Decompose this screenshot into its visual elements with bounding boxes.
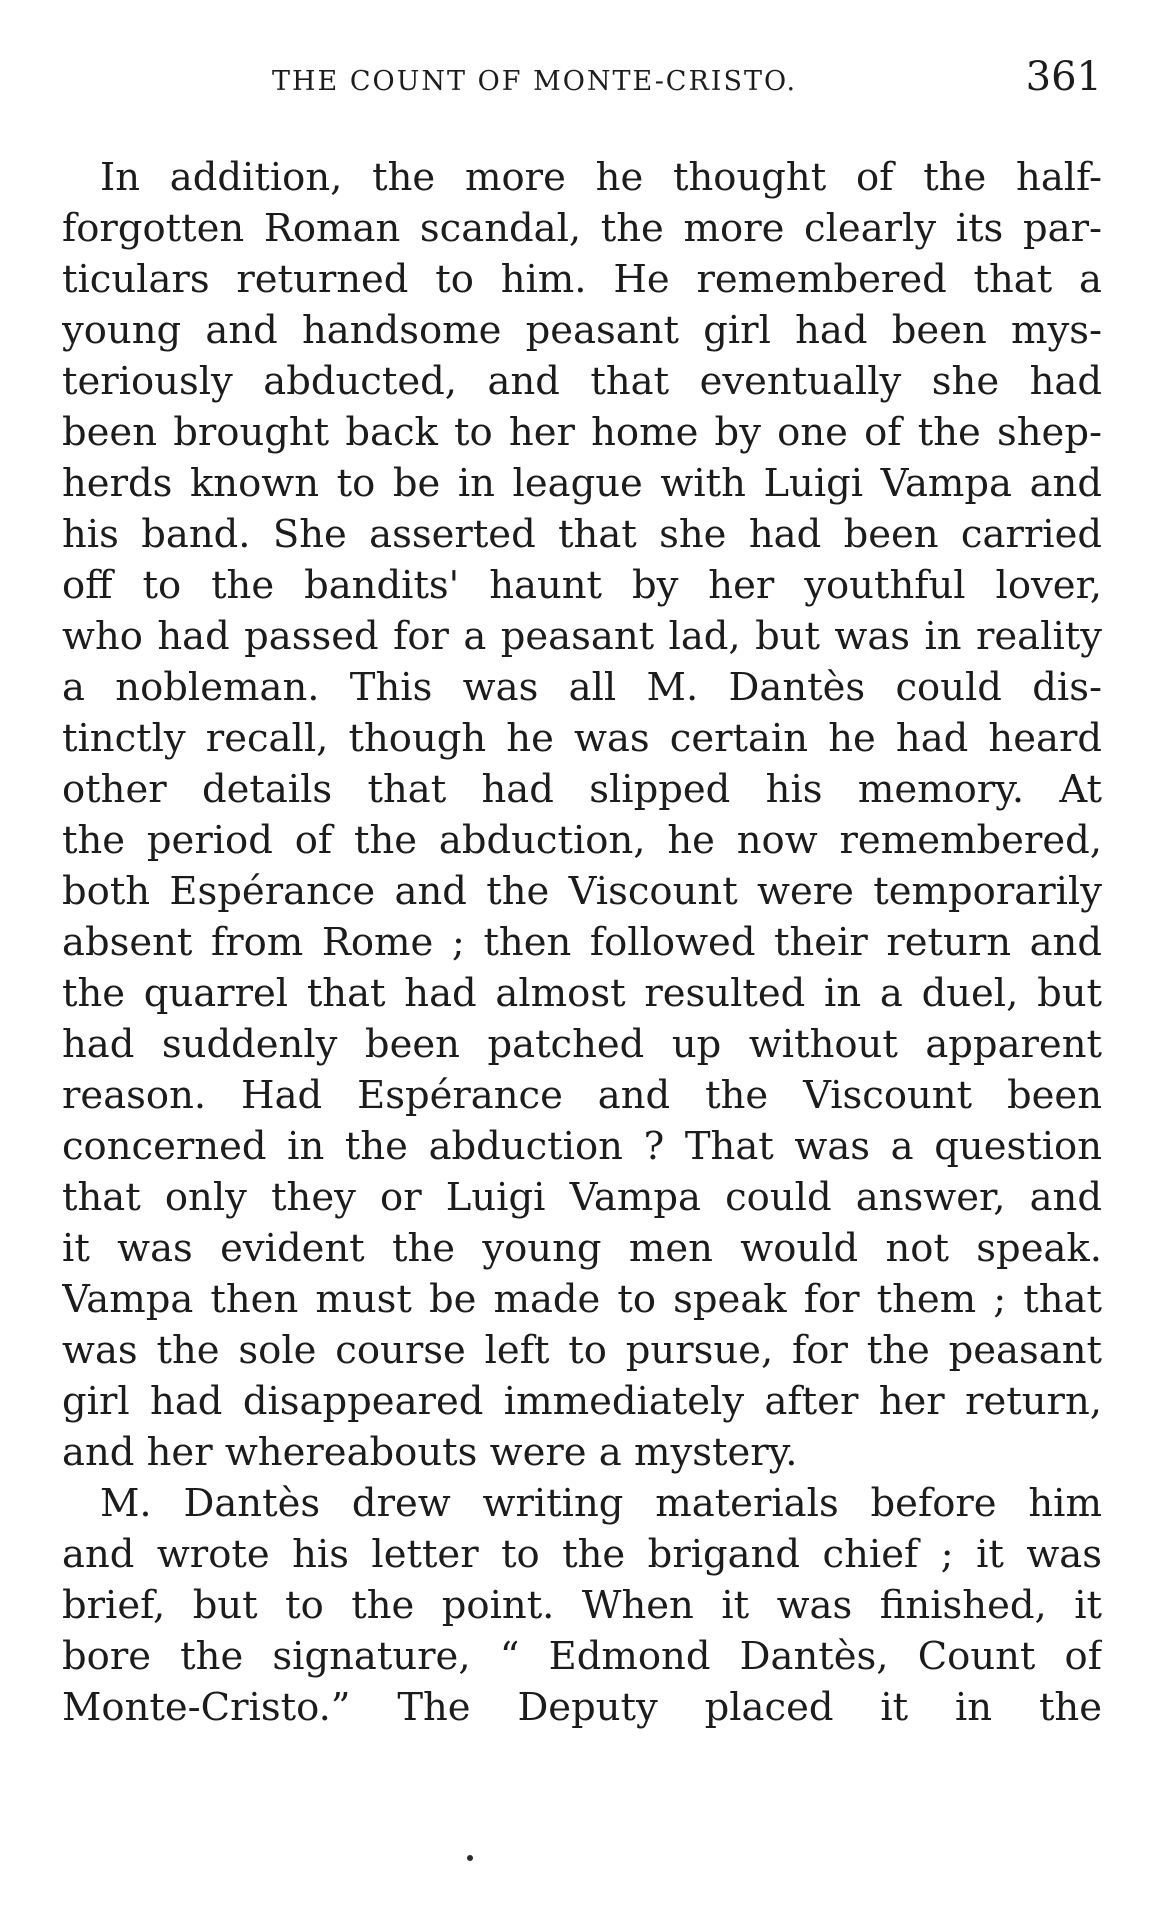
paragraph-1 <box>62 152 1102 1478</box>
page-number: 361 <box>1025 54 1102 100</box>
text-line: concerned in the abduction ? That was a question <box>62 1124 1102 1169</box>
text-line: a nobleman. This was all M. Dantès could dis- <box>62 665 1102 710</box>
text-line: tinctly recall, though he was certain he had heard <box>62 716 1102 761</box>
text-line: other details that had slipped his memory. At <box>62 767 1102 812</box>
text-line: that only they or Luigi Vampa could answer, and <box>62 1175 1102 1220</box>
text-line: reason. Had Espérance and the Viscount been <box>62 1073 1102 1118</box>
text-line: In addition, the more he thought of the half- <box>100 155 1102 200</box>
paragraph-2 <box>62 1478 1102 1733</box>
text-line: young and handsome peasant girl had been mys- <box>62 308 1102 353</box>
text-line: Vampa then must be made to speak for them ; that <box>62 1277 1102 1322</box>
text-line: and wrote his letter to the brigand chief ; it was <box>62 1532 1102 1577</box>
text-line: Monte-Cristo.” The Deputy placed it in the <box>62 1685 1102 1730</box>
text-line: both Espérance and the Viscount were temporarily <box>62 869 1102 914</box>
running-title: THE COUNT OF MONTE-CRISTO. <box>272 66 798 97</box>
text-line: forgotten Roman scandal, the more clearly its par- <box>62 206 1102 251</box>
text-line: was the sole course left to pursue, for the peasant <box>62 1328 1102 1373</box>
text-line: had suddenly been patched up without apparent <box>62 1022 1102 1067</box>
body-text <box>62 152 1102 1733</box>
text-line: ticulars returned to him. He remembered that a <box>62 257 1102 302</box>
text-line: been brought back to her home by one of the shep- <box>62 410 1102 455</box>
text-line: teriously abducted, and that eventually she had <box>62 359 1102 404</box>
text-line: who had passed for a peasant lad, but was in reality <box>62 614 1102 659</box>
text-line: M. Dantès drew writing materials before him <box>100 1481 1102 1526</box>
text-line: off to the bandits' haunt by her youthful lover, <box>62 563 1102 608</box>
text-line: his band. She asserted that she had been carried <box>62 512 1102 557</box>
text-line: girl had disappeared immediately after her return, <box>62 1379 1102 1424</box>
text-line: it was evident the young men would not speak. <box>62 1226 1102 1271</box>
text-line: absent from Rome ; then followed their return and <box>62 920 1102 965</box>
print-speck <box>467 1855 473 1861</box>
text-line: the period of the abduction, he now remembered, <box>62 818 1102 863</box>
text-line: and her whereabouts were a mystery. <box>62 1430 798 1475</box>
running-head <box>62 52 1102 112</box>
text-line: the quarrel that had almost resulted in a duel, but <box>62 971 1102 1016</box>
text-line: brief, but to the point. When it was finished, it <box>62 1583 1102 1628</box>
text-line: bore the signature, “ Edmond Dantès, Count of <box>62 1634 1102 1679</box>
text-line: herds known to be in league with Luigi Vampa and <box>62 461 1102 506</box>
